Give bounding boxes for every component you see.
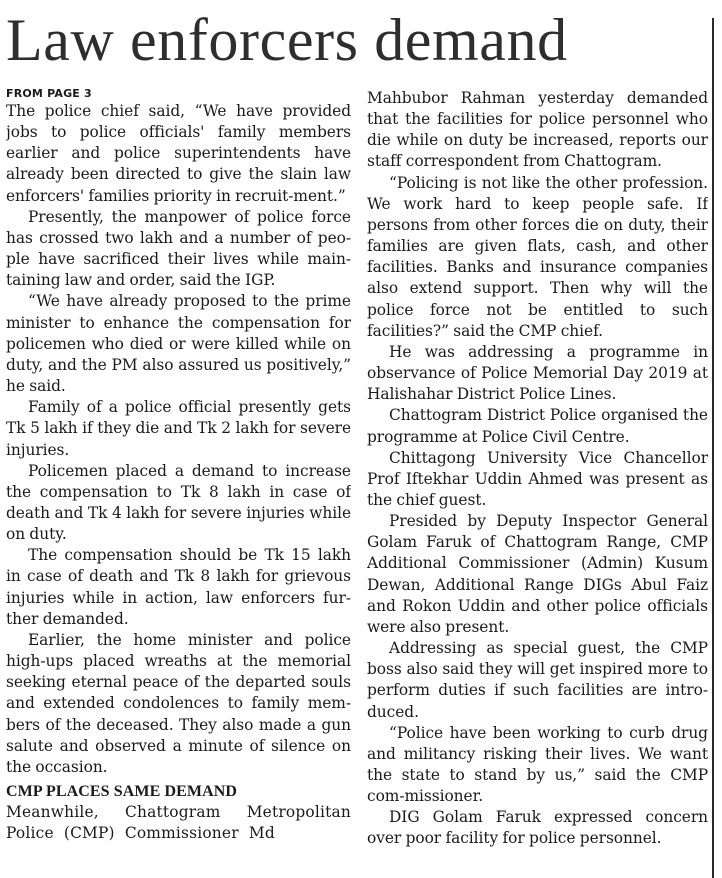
paragraph: He was addressing a programme in observance of Police Memorial Day 2019 at Halishahar District Police Lines.	[367, 342, 708, 404]
paragraph: Mahbubor Rahman yesterday demanded that the facilities for police personnel who die while on duty be increased, reports our staff correspondent from Chattogram.	[367, 89, 708, 171]
paragraph: “We have already proposed to the prime minister to enhance the compensation for policemen who died or were killed while on duty, and the PM also assured us positively,” he said.	[6, 292, 351, 396]
paragraph: Earlier, the home minister and police high-ups placed wreaths at the memorial seeking eternal peace of the departed souls and extended condolences to family mem-bers of the deceased. They also made a gun salute and observed a minute of silence on the occasion.	[6, 630, 351, 776]
continuation-label: FROM PAGE 3	[6, 88, 92, 100]
headline: Law enforcers demand	[6, 7, 568, 73]
paragraph: “Policing is not like the other profession. We work hard to keep people safe. If persons from other forces die on duty, their families are given flats, cash, and other facilities. Banks and insurance companies also extend support. Then why will the police force not be entitled to such facilities?” said the CMP chief.	[367, 173, 708, 340]
paragraph: The police chief said, “We have provided jobs to police officials' family members earlier and police superintendents have already been directed to give the slain law enforcers' families priority in recruit-ment.”	[6, 102, 351, 205]
paragraph: Addressing as special guest, the CMP boss also said they will get inspired more to perform duties if such facilities are intro-duced.	[367, 639, 708, 721]
paragraph: The compensation should be Tk 15 lakh in case of death and Tk 8 lakh for grievous injuries while in action, law enforcers fur-ther demanded.	[6, 546, 351, 628]
paragraph: Meanwhile, Chattogram Metropolitan Police (CMP) Commissioner Md	[6, 803, 351, 843]
paragraph: Presently, the manpower of police force has crossed two lakh and a number of peo-ple have sacrificed their lives while main-taining law and order, said the IGP.	[6, 207, 351, 290]
column-rule	[712, 18, 714, 878]
paragraph: Family of a police official presently gets Tk 5 lakh if they die and Tk 2 lakh for severe injuries.	[6, 398, 351, 459]
left-column	[6, 88, 351, 878]
paragraph: Presided by Deputy Inspector General Golam Faruk of Chattogram Range, CMP Additional Commissioner (Admin) Kusum Dewan, Additional Range DIGs Abul Faiz and Rokon Uddin and other police officials were also present.	[367, 512, 708, 636]
paragraph: “Police have been working to curb drug and militancy risking their lives. We want the state to stand by us,” said the CMP com-missioner.	[367, 723, 708, 806]
paragraph: Policemen placed a demand to increase the compensation to Tk 8 lakh in case of death and Tk 4 lakh for severe injuries while on duty.	[6, 461, 351, 544]
paragraph: Chittagong University Vice Chancellor Prof Iftekhar Uddin Ahmed was present as the chief guest.	[367, 448, 708, 509]
paragraph: Chattogram District Police organised the programme at Police Civil Centre.	[367, 406, 708, 446]
subheading: CMP PLACES SAME DEMAND	[6, 783, 238, 800]
right-column	[367, 88, 708, 878]
paragraph: DIG Golam Faruk expressed concern over poor facility for police personnel.	[367, 808, 708, 848]
